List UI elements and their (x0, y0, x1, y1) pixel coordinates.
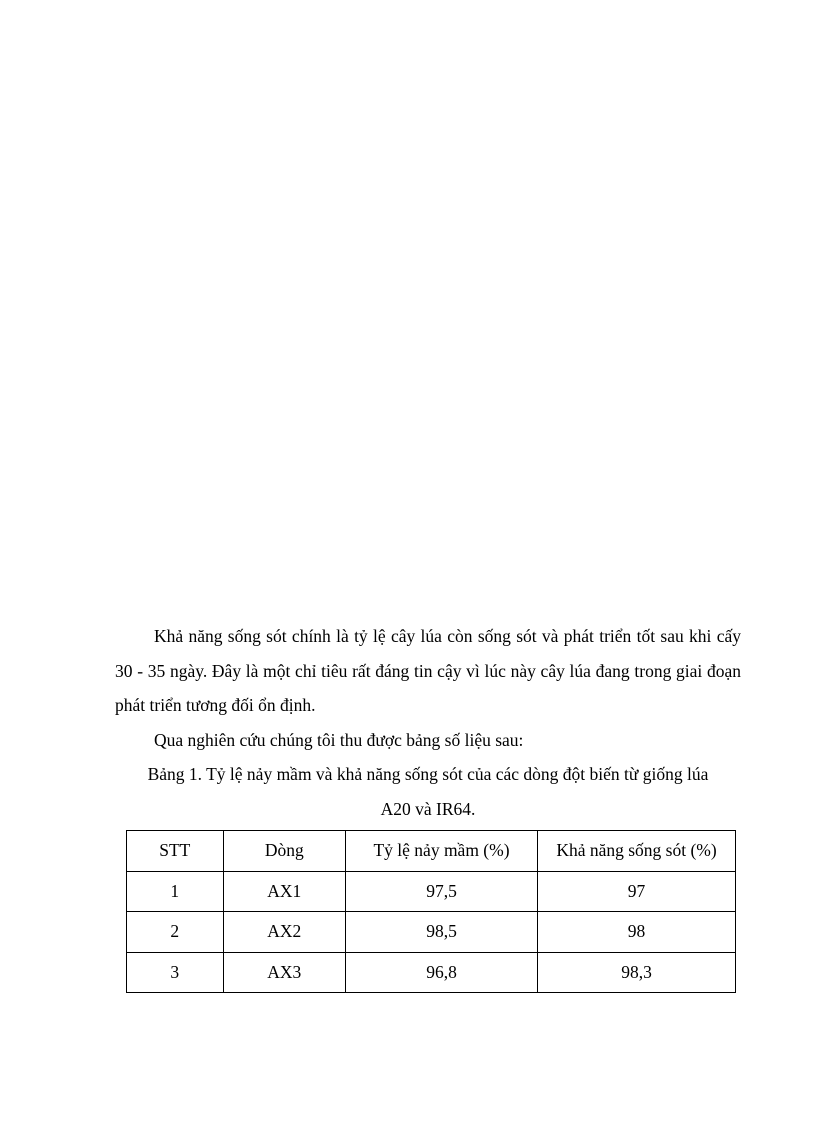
table-caption (115, 757, 741, 826)
cell-dong: AX3 (223, 952, 345, 993)
table-caption-line-2: A20 và IR64. (380, 798, 476, 819)
germination-survival-table (126, 830, 736, 993)
cell-germination: 97,5 (346, 871, 538, 912)
cell-dong: AX1 (223, 871, 345, 912)
cell-stt: 2 (127, 912, 224, 953)
table-row (127, 912, 736, 953)
cell-stt: 1 (127, 871, 224, 912)
cell-survival: 98,3 (538, 952, 736, 993)
cell-survival: 98 (538, 912, 736, 953)
survival-definition-paragraph: Khả năng sống sót chính là tỷ lệ cây lúa còn sống sót và phát triển tốt sau khi cấy 30 - 35 ngày. Đây là một chỉ tiêu rất đáng tin cậy vì lúc này cây lúa đang trong giai đoạn phát triển tương đối ổn định. (115, 626, 741, 715)
header-germination: Tỷ lệ nảy mầm (%) (346, 831, 538, 872)
header-survival: Khả năng sống sót (%) (538, 831, 736, 872)
header-dong: Dòng (223, 831, 345, 872)
cell-survival: 97 (538, 871, 736, 912)
cell-stt: 3 (127, 952, 224, 993)
cell-dong: AX2 (223, 912, 345, 953)
cell-germination: 98,5 (346, 912, 538, 953)
header-stt: STT (127, 831, 224, 872)
table-row (127, 871, 736, 912)
table-row (127, 952, 736, 993)
table-intro-paragraph: Qua nghiên cứu chúng tôi thu được bảng số liệu sau: (154, 730, 524, 750)
cell-germination: 96,8 (346, 952, 538, 993)
table-caption-line-1: Bảng 1. Tỷ lệ nảy mầm và khả năng sống sót của các dòng đột biến từ giống lúa (147, 764, 709, 784)
table-header-row (127, 831, 736, 872)
